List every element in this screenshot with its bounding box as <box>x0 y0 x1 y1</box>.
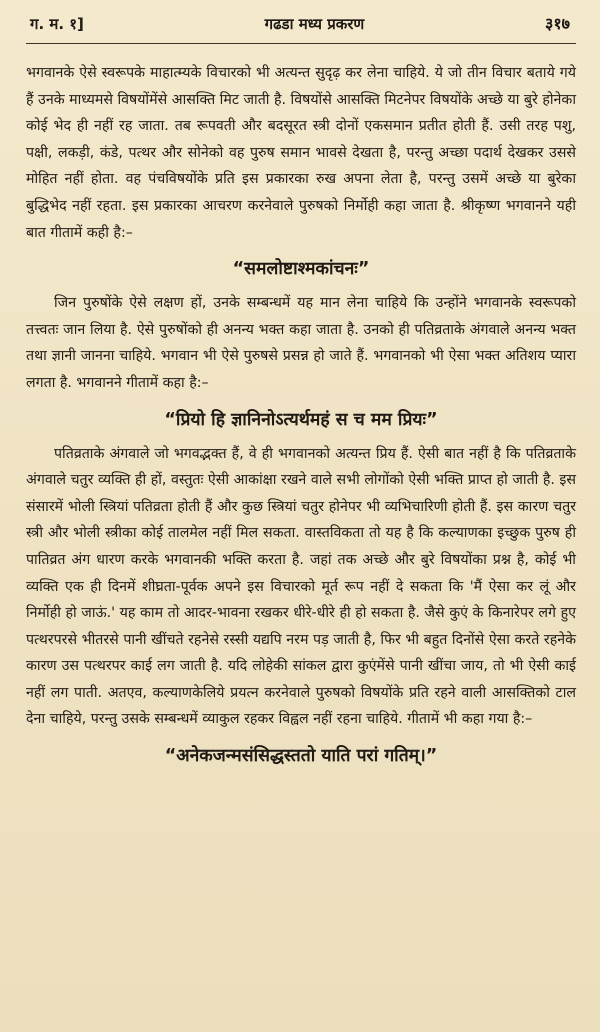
paragraph-3: पतिव्रताके अंगवाले जो भगवद्भक्त हैं, वे ही भगवानको अत्यन्त प्रिय हैं. ऐसी बात नहीं है कि पतिव्रताके अंगवाले चतुर व्यक्ति ही हों, वस्तुतः ऐसी आकांक्षा रखने वाले सभी लोगोंको ऐसी भक्ति प्राप्त हो जाती है. इस संसारमें भोली स्त्रियां पतिव्रता होती हैं और कुछ स्त्रियां चतुर होनेपर भी व्यभिचारिणी होती हैं. इस कारण चतुर स्त्री और भोली स्त्रीका कोई तालमेल नहीं मिल सकता. वास्तविकता तो यह है कि कल्याणका इच्छुक पुरुष ही पातिव्रत अंग धारण करके भगवानकी भक्ति करता है. जहां तक अच्छे और बुरे विषयोंका प्रश्न है, कोई भी व्यक्ति एक ही दिनमें शीघ्रता-पूर्वक अपने इस विचारको मूर्त रूप नहीं दे सकता कि 'मैं ऐसा कर लूं और निर्मोही हो जाऊं.' यह काम तो आदर-भावना रखकर धीरे-धीरे ही हो सकता है. जैसे कुएं के किनारेपर लगे हुए पत्थरपरसे भीतरसे पानी खींचते रहनेसे रस्सी यद्यपि नरम पड़ जाती है, फिर भी बहुत दिनोंसे ऐसा करते रहनेके कारण उस पत्थरपर काई लग जाती है. यदि लोहेकी सांकल द्वारा कुएंमेंसे पानी खींचा जाय, तो भी ऐसी काई नहीं लग पाती. अतएव, कल्याणकेलिये प्रयत्न करनेवाले पुरुषको विषयोंके प्रति रहने वाली आसक्तिको टाल देना चाहिये, परन्तु उसके सम्बन्धमें व्याकुल रहकर विह्वल नहीं रहना चाहिये. गीतामें भी कहा गया है:– <box>26 445 576 728</box>
gita-quote-3: “अनेकजन्मसंसिद्धस्ततो याति परां गतिम्।” <box>164 746 438 767</box>
paragraph-2: जिन पुरुषोंके ऐसे लक्षण हों, उनके सम्बन्धमें यह मान लेना चाहिये कि उन्होंने भगवानके स्वरूपको तत्त्वतः जान लिया है. ऐसे पुरुषोंको ही अनन्य भक्त कहा जाता है. उनको ही पतिव्रताके अंगवाले अनन्य भक्त तथा ज्ञानी जानना चाहिये. भगवान भी ऐसे पुरुषसे प्रसन्न हो जाते हैं. भगवानको भी ऐसा भक्त अतिशय प्यारा लगता है. भगवानने गीतामें कहा है:– <box>26 295 576 391</box>
chapter-ref: ग. म. १] <box>30 15 84 33</box>
page-number: ३१७ <box>545 14 570 33</box>
section-title: गढडा मध्य प्रकरण <box>264 15 365 33</box>
gita-quote-2: “प्रियो हि ज्ञानिनोऽत्यर्थमहं स च मम प्रियः” <box>164 409 438 430</box>
gita-quote-1: “समलोष्टाश्मकांचनः” <box>232 259 370 280</box>
running-header <box>26 10 576 44</box>
paragraph-1: भगवानके ऐसे स्वरूपके माहात्म्यके विचारको भी अत्यन्त सुदृढ़ कर लेना चाहिये. ये जो तीन विचार बताये गये हैं उनके माध्यमसे विषयोंमेंसे आसक्ति मिट जाती है. विषयोंसे आसक्ति मिटनेपर विषयोंके अच्छे या बुरे होनेका कोई भेद ही नहीं रह जाता. तब रूपवती और बदसूरत स्त्री दोनों एकसमान प्रतीत होती हैं. उसी तरह पशु, पक्षी, लकड़ी, कंडे, पत्थर और सोनेको वह पुरुष समान भावसे देखता है, परन्तु अच्छा पदार्थ देखकर उससे मोहित नहीं होता. वह पंचविषयोंके प्रति इस प्रकारका रुख अपना लेता है, परन्तु उसमें अच्छे या बुरेका बुद्धिभेद नहीं रहता. इस प्रकारका आचरण करनेवाले पुरुषको निर्मोही कहा जाता है. श्रीकृष्ण भगवानने यही बात गीतामें कही है:– <box>26 65 576 241</box>
